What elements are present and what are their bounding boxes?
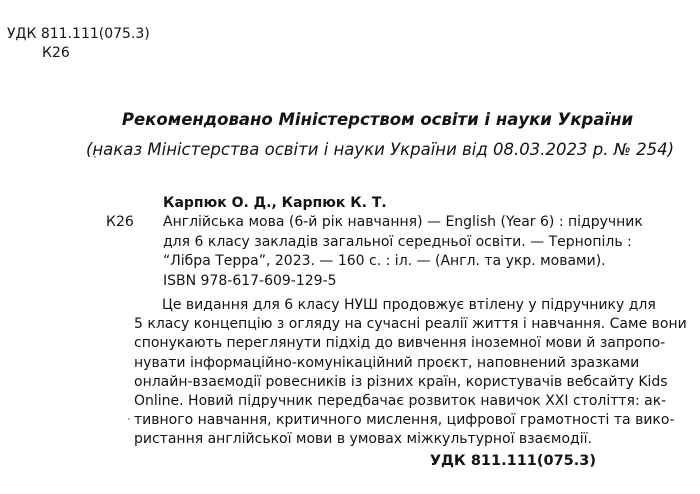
- recommendation-title: Рекомендовано Міністерством освіти і науки України: [121, 110, 634, 129]
- udk-code-top: УДК 811.111(075.3): [7, 26, 150, 42]
- scan-dot: [128, 418, 130, 420]
- abstract-line: нувати інформаційно-комунікаційний проєкт, наповнений зразками: [134, 354, 640, 371]
- biblio-line: для 6 класу закладів загальної середньої освіти. — Тернопіль :: [163, 233, 632, 250]
- abstract-line: онлайн-взаємодії ровесників із різних країн, користувачів вебсайту Kids: [134, 373, 668, 390]
- abstract-line: Це видання для 6 класу НУШ продовжує втілену у підручнику для: [162, 297, 656, 313]
- author-mark: К26: [106, 214, 134, 230]
- abstract: [134, 296, 687, 450]
- abstract-line: тивного навчання, критичного мислення, цифрової грамотності та вико-: [134, 412, 675, 429]
- udk-code-bottom: УДК 811.111(075.3): [429, 453, 596, 469]
- abstract-line: 5 класу концепцію з огляду на сучасні реалії життя і навчання. Саме вони: [134, 316, 687, 333]
- isbn: ISBN 978-617-609-129-5: [163, 273, 337, 289]
- biblio-line: “Лібра Терра”, 2023. — 160 с. : іл. — (Англ. та укр. мовами).: [163, 253, 606, 269]
- author-mark-top: К26: [42, 45, 70, 61]
- authors: Карпюк О. Д., Карпюк К. Т.: [163, 195, 387, 211]
- abstract-line: Online. Новий підручник передбачає розвиток навичок XXI століття: ак-: [134, 393, 667, 410]
- abstract-line: ристання англійської мови в умовах міжкультурної взаємодії.: [134, 431, 592, 448]
- ministry-order: (наказ Міністерства освіти і науки України від 08.03.2023 р. № 254): [85, 140, 675, 159]
- abstract-line: спонукають переглянути підхід до вивчення іноземної мови й запропо-: [134, 335, 666, 352]
- bibliographic-description: [163, 213, 643, 272]
- biblio-line: Англійська мова (6-й рік навчання) — English (Year 6) : підручник: [163, 214, 643, 230]
